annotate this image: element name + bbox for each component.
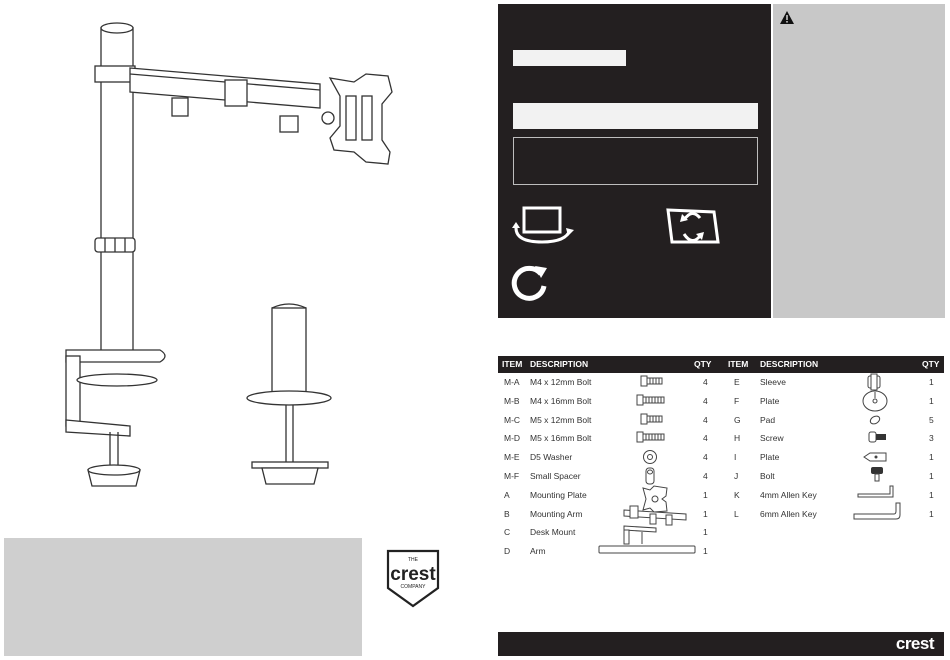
part-qty: 3 xyxy=(929,433,934,444)
table-row xyxy=(728,469,944,487)
part-qty: 1 xyxy=(703,489,708,500)
table-row xyxy=(498,394,718,412)
part-description: Screw xyxy=(760,433,784,444)
screw-icon xyxy=(868,430,888,444)
header-description-right: DESCRIPTION xyxy=(760,359,819,369)
part-item-code: E xyxy=(734,377,740,387)
tilt-rotate-icon xyxy=(510,204,576,248)
part-qty: 4 xyxy=(703,377,708,387)
part-qty: 4 xyxy=(703,414,708,425)
table-row xyxy=(728,431,944,449)
part-item-code: K xyxy=(734,489,740,500)
table-row xyxy=(498,469,718,487)
part-description: M4 x 16mm Bolt xyxy=(530,395,592,406)
part-description: M5 x 12mm Bolt xyxy=(530,414,592,425)
part-description: M4 x 12mm Bolt xyxy=(530,377,592,387)
crest-logo xyxy=(382,548,444,610)
part-qty: 1 xyxy=(929,471,934,481)
description-box xyxy=(513,137,758,185)
part-description: 6mm Allen Key xyxy=(760,508,817,519)
table-row xyxy=(498,450,718,468)
washer-icon xyxy=(642,449,658,465)
part-qty: 4 xyxy=(703,395,708,406)
part-item-code: D xyxy=(504,546,511,557)
table-row xyxy=(728,507,944,525)
table-row xyxy=(498,525,718,543)
part-item-code: M-A xyxy=(504,377,520,387)
allen-key-large-icon xyxy=(852,501,902,521)
header-qty-right: QTY xyxy=(922,359,940,369)
part-description: Mounting Arm xyxy=(530,508,583,519)
logo-word: crest xyxy=(390,564,436,585)
header-qty: QTY xyxy=(694,359,712,369)
part-description: 4mm Allen Key xyxy=(760,489,817,500)
part-item-code: M-B xyxy=(504,395,520,406)
table-row xyxy=(728,413,944,431)
part-item-code: I xyxy=(734,452,737,463)
table-row xyxy=(498,431,718,449)
parts-table-header xyxy=(498,356,944,373)
part-qty: 1 xyxy=(929,395,934,406)
part-description: Bolt xyxy=(760,471,775,481)
footer-bar xyxy=(498,632,944,656)
bolt-icon xyxy=(868,466,888,482)
small-plate-icon xyxy=(862,451,888,463)
part-description: Small Spacer xyxy=(530,471,581,481)
bolt-long-icon xyxy=(636,393,666,407)
part-item-code: H xyxy=(734,433,741,444)
swivel-360-icon xyxy=(511,262,549,302)
part-item-code: G xyxy=(734,414,741,425)
footer-logo: crest xyxy=(895,634,934,653)
sleeve-icon xyxy=(866,373,882,391)
part-qty: 1 xyxy=(929,377,934,387)
part-qty: 1 xyxy=(929,489,934,500)
bolt-short-icon xyxy=(640,412,664,426)
subtitle-bar xyxy=(513,103,758,129)
part-description: D5 Washer xyxy=(530,452,573,463)
arm-tube-icon xyxy=(598,545,696,555)
part-qty: 4 xyxy=(703,452,708,463)
warning-panel xyxy=(773,4,945,318)
part-item-code: M-C xyxy=(504,414,521,425)
part-description: M5 x 16mm Bolt xyxy=(530,433,592,444)
info-panel xyxy=(4,538,362,656)
part-qty: 1 xyxy=(703,546,708,557)
desk-mount-icon xyxy=(620,522,660,546)
logo-the: THE xyxy=(408,557,418,563)
table-row xyxy=(498,413,718,431)
bolt-long-icon xyxy=(636,430,666,444)
table-row xyxy=(728,394,944,412)
bolt-short-icon xyxy=(640,374,664,388)
part-item-code: J xyxy=(734,471,739,481)
header-description: DESCRIPTION xyxy=(530,359,589,369)
header-item: ITEM xyxy=(502,359,523,369)
spacer-icon xyxy=(643,466,657,486)
part-description: Sleeve xyxy=(760,377,786,387)
part-item-code: A xyxy=(504,489,510,500)
allen-key-small-icon xyxy=(856,484,896,498)
rotate-portrait-icon xyxy=(662,204,722,248)
table-row xyxy=(728,375,944,393)
part-qty: 5 xyxy=(929,414,934,425)
round-plate-icon xyxy=(862,390,888,412)
table-row xyxy=(498,375,718,393)
part-description: Arm xyxy=(530,546,546,557)
part-item-code: C xyxy=(504,527,511,538)
part-qty: 4 xyxy=(703,471,708,481)
part-item-code: M-F xyxy=(504,471,520,481)
header-item-right: ITEM xyxy=(728,359,749,369)
part-description: Pad xyxy=(760,414,776,425)
part-description: Plate xyxy=(760,452,780,463)
part-item-code: L xyxy=(734,508,739,519)
table-row xyxy=(728,450,944,468)
logo-company: COMPANY xyxy=(400,584,426,590)
part-item-code: F xyxy=(734,395,740,406)
part-description: Plate xyxy=(760,395,780,406)
part-qty: 1 xyxy=(703,508,708,519)
part-qty: 1 xyxy=(703,527,708,538)
title-bar xyxy=(513,50,626,66)
part-qty: 4 xyxy=(703,433,708,444)
part-item-code: M-D xyxy=(504,433,521,444)
part-description: Desk Mount xyxy=(530,527,576,538)
part-description: Mounting Plate xyxy=(530,489,587,500)
part-item-code: M-E xyxy=(504,452,520,463)
part-qty: 1 xyxy=(929,508,934,519)
warning-triangle-icon xyxy=(779,10,795,25)
part-qty: 1 xyxy=(929,452,934,463)
pad-icon xyxy=(868,414,882,426)
monitor-arm-illustration xyxy=(0,0,470,530)
part-item-code: B xyxy=(504,508,510,519)
table-row xyxy=(728,488,944,506)
